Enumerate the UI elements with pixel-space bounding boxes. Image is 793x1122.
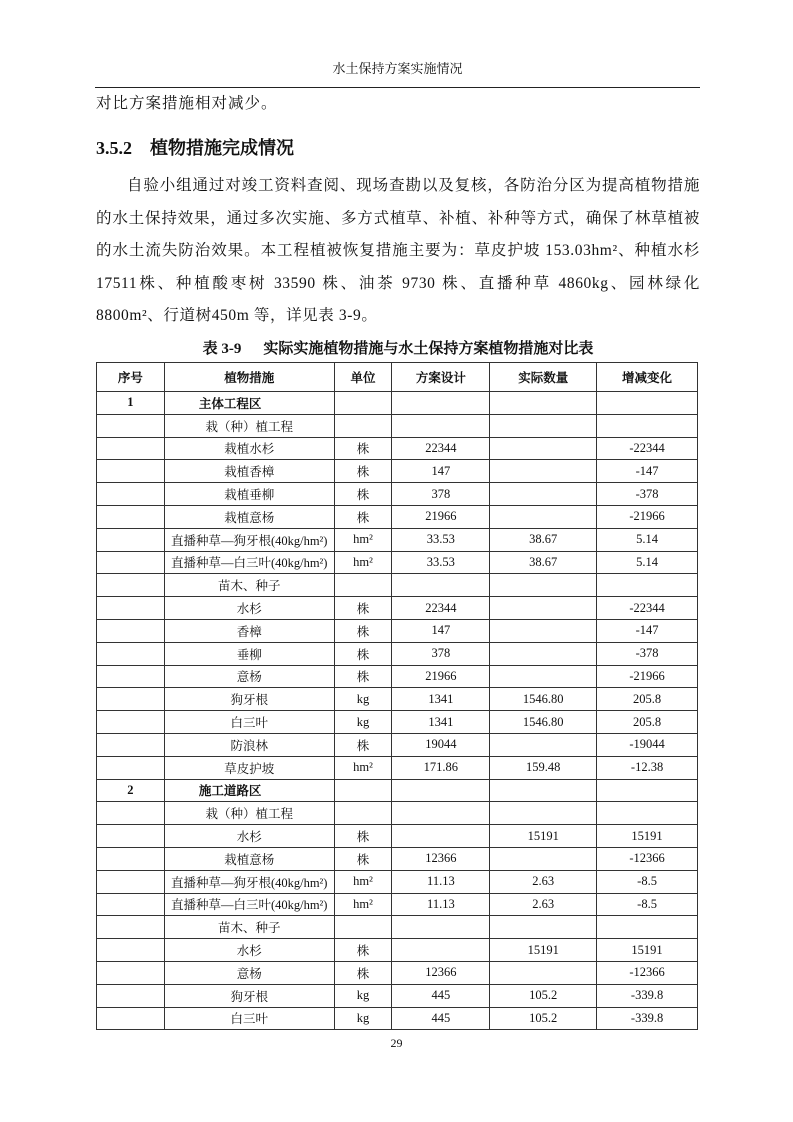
table-cell: -147 bbox=[597, 460, 698, 483]
table-cell: 株 bbox=[334, 733, 392, 756]
table-row-region bbox=[97, 779, 698, 802]
table-cell: 12366 bbox=[392, 847, 490, 870]
table-row-item bbox=[97, 437, 698, 460]
table-cell: 施工道路区 bbox=[164, 779, 334, 802]
table-row-cat bbox=[97, 916, 698, 939]
table-cell bbox=[97, 916, 165, 939]
table-cell: 栽（种）植工程 bbox=[164, 414, 334, 437]
table-row-item bbox=[97, 825, 698, 848]
table-row-item bbox=[97, 961, 698, 984]
table-cell: 白三叶 bbox=[164, 1007, 334, 1030]
table-row-item bbox=[97, 665, 698, 688]
table-cell bbox=[597, 779, 698, 802]
table-cell: 205.8 bbox=[597, 688, 698, 711]
section-number: 3.5.2 bbox=[96, 138, 132, 158]
table-cell bbox=[97, 483, 165, 506]
table-cell bbox=[97, 551, 165, 574]
table-cell: 水杉 bbox=[164, 597, 334, 620]
table-cell bbox=[597, 414, 698, 437]
table-row-item bbox=[97, 756, 698, 779]
table-cell: -19044 bbox=[597, 733, 698, 756]
table-row-item bbox=[97, 733, 698, 756]
column-header: 实际数量 bbox=[490, 363, 597, 392]
column-header: 单位 bbox=[334, 363, 392, 392]
table-cell bbox=[490, 483, 597, 506]
table-cell bbox=[97, 825, 165, 848]
table-cell: 水杉 bbox=[164, 939, 334, 962]
table-cell: -378 bbox=[597, 483, 698, 506]
table-cell bbox=[97, 711, 165, 734]
table-cell bbox=[97, 893, 165, 916]
table-cell: 2 bbox=[97, 779, 165, 802]
table-cell: 株 bbox=[334, 825, 392, 848]
table-cell: 直播种草—白三叶(40kg/hm²) bbox=[164, 893, 334, 916]
table-cell: -339.8 bbox=[597, 984, 698, 1007]
table-cell: 水杉 bbox=[164, 825, 334, 848]
table-cell: -12.38 bbox=[597, 756, 698, 779]
section-heading bbox=[96, 133, 294, 163]
table-cell: hm² bbox=[334, 551, 392, 574]
table-cell: 2.63 bbox=[490, 893, 597, 916]
column-header: 序号 bbox=[97, 363, 165, 392]
running-header: 水土保持方案实施情况 bbox=[332, 61, 463, 76]
table-cell: 栽植意杨 bbox=[164, 847, 334, 870]
table-cell: 栽植意杨 bbox=[164, 505, 334, 528]
table-row-cat bbox=[97, 802, 698, 825]
table-row-item bbox=[97, 551, 698, 574]
table-cell: 11.13 bbox=[392, 893, 490, 916]
table-cell: 栽植香樟 bbox=[164, 460, 334, 483]
table-cell bbox=[97, 574, 165, 597]
column-header: 增减变化 bbox=[597, 363, 698, 392]
table-cell bbox=[490, 665, 597, 688]
table-cell bbox=[334, 414, 392, 437]
table-cell bbox=[334, 916, 392, 939]
table-cell: 苗木、种子 bbox=[164, 574, 334, 597]
table-cell bbox=[490, 597, 597, 620]
table-cell: kg bbox=[334, 711, 392, 734]
table-cell bbox=[392, 392, 490, 415]
table-cell: 狗牙根 bbox=[164, 688, 334, 711]
table-cell bbox=[97, 460, 165, 483]
table-cell: 株 bbox=[334, 483, 392, 506]
table-cell bbox=[597, 392, 698, 415]
table-cell bbox=[490, 414, 597, 437]
table-cell bbox=[97, 597, 165, 620]
table-cell: 21966 bbox=[392, 505, 490, 528]
table-cell: 狗牙根 bbox=[164, 984, 334, 1007]
table-row-item bbox=[97, 597, 698, 620]
table-row-item bbox=[97, 939, 698, 962]
table-cell: 159.48 bbox=[490, 756, 597, 779]
table-cell: 19044 bbox=[392, 733, 490, 756]
column-header: 方案设计 bbox=[392, 363, 490, 392]
table-cell: -21966 bbox=[597, 505, 698, 528]
table-cell: 21966 bbox=[392, 665, 490, 688]
table-cell bbox=[392, 916, 490, 939]
table-row-item bbox=[97, 711, 698, 734]
table-cell: 147 bbox=[392, 619, 490, 642]
table-cell: kg bbox=[334, 984, 392, 1007]
table-cell: 意杨 bbox=[164, 665, 334, 688]
table-cell bbox=[490, 460, 597, 483]
table-cell: 5.14 bbox=[597, 528, 698, 551]
table-cell: 378 bbox=[392, 642, 490, 665]
table-cell: 445 bbox=[392, 984, 490, 1007]
table-row-item bbox=[97, 505, 698, 528]
table-cell: 意杨 bbox=[164, 961, 334, 984]
table-cell: 株 bbox=[334, 939, 392, 962]
table-cell: 株 bbox=[334, 460, 392, 483]
table-row-item bbox=[97, 984, 698, 1007]
table-cell bbox=[97, 939, 165, 962]
table-cell: 205.8 bbox=[597, 711, 698, 734]
table-cell bbox=[490, 505, 597, 528]
table-cell bbox=[97, 870, 165, 893]
table-cell bbox=[392, 574, 490, 597]
table-header-row bbox=[97, 363, 698, 392]
table-cell bbox=[490, 802, 597, 825]
table-row-item bbox=[97, 1007, 698, 1030]
table-cell bbox=[490, 733, 597, 756]
table-cell: 栽（种）植工程 bbox=[164, 802, 334, 825]
table-row-item bbox=[97, 460, 698, 483]
table-cell bbox=[490, 916, 597, 939]
table-cell bbox=[490, 437, 597, 460]
table-cell bbox=[97, 665, 165, 688]
table-cell bbox=[392, 779, 490, 802]
table-cell bbox=[97, 688, 165, 711]
table-row-region bbox=[97, 392, 698, 415]
table-cell bbox=[392, 802, 490, 825]
table-cell: -339.8 bbox=[597, 1007, 698, 1030]
table-cell: -12366 bbox=[597, 961, 698, 984]
table-cell: 1341 bbox=[392, 711, 490, 734]
table-cell: 株 bbox=[334, 642, 392, 665]
table-cell: 22344 bbox=[392, 597, 490, 620]
table-cell: -21966 bbox=[597, 665, 698, 688]
table-cell: 15191 bbox=[490, 939, 597, 962]
continuation-text: 对比方案措施相对减少。 bbox=[96, 95, 278, 112]
table-row-item bbox=[97, 619, 698, 642]
table-cell: 22344 bbox=[392, 437, 490, 460]
table-cell: -147 bbox=[597, 619, 698, 642]
table-cell bbox=[97, 802, 165, 825]
table-cell: 主体工程区 bbox=[164, 392, 334, 415]
table-cell: 105.2 bbox=[490, 984, 597, 1007]
table-cell: hm² bbox=[334, 893, 392, 916]
table-cell: kg bbox=[334, 1007, 392, 1030]
table-row-cat bbox=[97, 414, 698, 437]
table-cell bbox=[392, 414, 490, 437]
table-cell: 栽植水杉 bbox=[164, 437, 334, 460]
table-row-item bbox=[97, 847, 698, 870]
table-cell bbox=[97, 847, 165, 870]
table-row-item bbox=[97, 642, 698, 665]
table-cell bbox=[490, 779, 597, 802]
table-cell: 15191 bbox=[597, 825, 698, 848]
table-cell: -8.5 bbox=[597, 870, 698, 893]
table-caption bbox=[96, 337, 700, 358]
section-title: 植物措施完成情况 bbox=[150, 138, 294, 158]
body-paragraph: 自验小组通过对竣工资料查阅、现场查勘以及复核，各防治分区为提高植物措施的水土保持效果，通过多次实施、多方式植草、补植、补种等方式，确保了林草植被的水土流失防治效果。本工程植被恢复措施主要为：草皮护坡 153.03hm²、种植水杉 17511株、种植酸枣树 33590 株、油茶 9730 株、直播种草 4860kg、园林绿化 8800m²、行道树450m 等，详见表 3-9。 bbox=[96, 177, 700, 325]
table-cell bbox=[490, 847, 597, 870]
table-cell bbox=[490, 574, 597, 597]
table-cell: 38.67 bbox=[490, 551, 597, 574]
table-cell: 105.2 bbox=[490, 1007, 597, 1030]
table-cell bbox=[97, 505, 165, 528]
table-cell: 445 bbox=[392, 1007, 490, 1030]
table-cell: 1341 bbox=[392, 688, 490, 711]
table-cell: 直播种草—白三叶(40kg/hm²) bbox=[164, 551, 334, 574]
table-row-item bbox=[97, 893, 698, 916]
table-cell: 防浪林 bbox=[164, 733, 334, 756]
table-title: 实际实施植物措施与水土保持方案植物措施对比表 bbox=[263, 341, 594, 357]
table-cell: 株 bbox=[334, 619, 392, 642]
table-cell: 株 bbox=[334, 597, 392, 620]
table-cell bbox=[97, 528, 165, 551]
column-header: 植物措施 bbox=[164, 363, 334, 392]
table-row-item bbox=[97, 528, 698, 551]
table-cell: -12366 bbox=[597, 847, 698, 870]
table-cell: hm² bbox=[334, 528, 392, 551]
table-number: 表 3-9 bbox=[202, 341, 242, 357]
table-cell: 5.14 bbox=[597, 551, 698, 574]
table-row-item bbox=[97, 483, 698, 506]
table-cell: -8.5 bbox=[597, 893, 698, 916]
table-row-item bbox=[97, 870, 698, 893]
table-cell bbox=[97, 642, 165, 665]
table-cell: 378 bbox=[392, 483, 490, 506]
table-cell: 33.53 bbox=[392, 551, 490, 574]
table-cell bbox=[490, 642, 597, 665]
table-row-cat bbox=[97, 574, 698, 597]
table-cell: 11.13 bbox=[392, 870, 490, 893]
table-cell: 株 bbox=[334, 505, 392, 528]
table-cell bbox=[597, 802, 698, 825]
table-cell: 香樟 bbox=[164, 619, 334, 642]
comparison-table bbox=[96, 362, 698, 1030]
table-cell: 1546.80 bbox=[490, 688, 597, 711]
table-cell: 171.86 bbox=[392, 756, 490, 779]
table-cell: 147 bbox=[392, 460, 490, 483]
table-cell: 垂柳 bbox=[164, 642, 334, 665]
table-cell: kg bbox=[334, 688, 392, 711]
table-cell: -22344 bbox=[597, 597, 698, 620]
table-cell bbox=[597, 574, 698, 597]
table-cell: hm² bbox=[334, 756, 392, 779]
table-row-item bbox=[97, 688, 698, 711]
table-cell: 15191 bbox=[490, 825, 597, 848]
table-cell: 直播种草—狗牙根(40kg/hm²) bbox=[164, 528, 334, 551]
table-cell: 33.53 bbox=[392, 528, 490, 551]
table-cell: 15191 bbox=[597, 939, 698, 962]
table-cell: 苗木、种子 bbox=[164, 916, 334, 939]
table-cell: 直播种草—狗牙根(40kg/hm²) bbox=[164, 870, 334, 893]
table-cell: -378 bbox=[597, 642, 698, 665]
table-cell bbox=[490, 392, 597, 415]
table-cell: 栽植垂柳 bbox=[164, 483, 334, 506]
table-cell: 株 bbox=[334, 847, 392, 870]
table-cell: 株 bbox=[334, 961, 392, 984]
table-cell bbox=[97, 733, 165, 756]
table-cell: hm² bbox=[334, 870, 392, 893]
table-cell bbox=[334, 574, 392, 597]
table-cell bbox=[392, 825, 490, 848]
table-cell: 12366 bbox=[392, 961, 490, 984]
table-cell bbox=[97, 984, 165, 1007]
table-cell bbox=[97, 756, 165, 779]
table-cell bbox=[334, 392, 392, 415]
table-cell bbox=[392, 939, 490, 962]
table-cell: 2.63 bbox=[490, 870, 597, 893]
page-number: 29 bbox=[390, 1036, 403, 1050]
table-cell: 株 bbox=[334, 437, 392, 460]
header-rule bbox=[95, 87, 700, 88]
table-cell bbox=[97, 437, 165, 460]
table-cell bbox=[334, 802, 392, 825]
table-cell: 白三叶 bbox=[164, 711, 334, 734]
table-cell bbox=[597, 916, 698, 939]
table-cell: 1546.80 bbox=[490, 711, 597, 734]
table-cell bbox=[97, 619, 165, 642]
table-cell bbox=[334, 779, 392, 802]
table-cell: 1 bbox=[97, 392, 165, 415]
table-cell bbox=[97, 1007, 165, 1030]
table-cell: 草皮护坡 bbox=[164, 756, 334, 779]
table-cell: 38.67 bbox=[490, 528, 597, 551]
table-cell bbox=[490, 961, 597, 984]
table-cell bbox=[97, 961, 165, 984]
table-cell: 株 bbox=[334, 665, 392, 688]
table-cell bbox=[490, 619, 597, 642]
table-cell bbox=[97, 414, 165, 437]
table-cell: -22344 bbox=[597, 437, 698, 460]
